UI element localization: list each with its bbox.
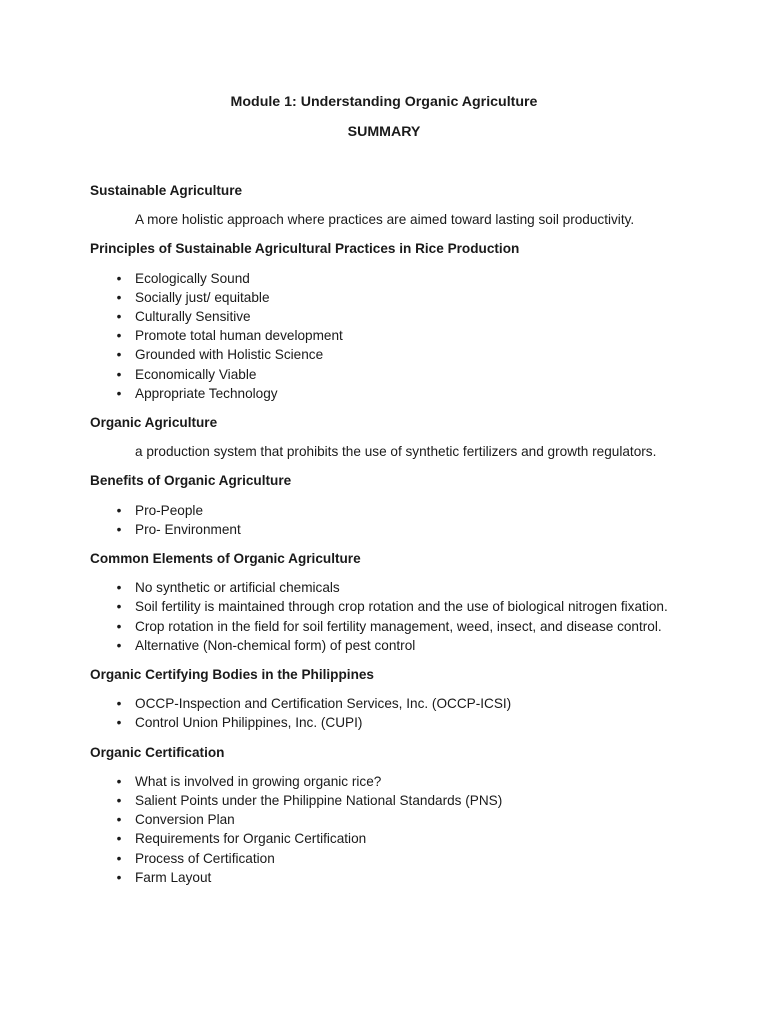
list-item-text: Farm Layout <box>135 869 212 885</box>
bullet-list <box>90 772 678 887</box>
section-heading: Organic Certification <box>90 744 225 760</box>
bullet-icon: • <box>116 793 122 809</box>
bullet-icon: • <box>116 637 122 653</box>
list-item-text: Conversion Plan <box>135 812 235 828</box>
list-item <box>90 713 678 732</box>
bullet-icon: • <box>116 773 122 789</box>
list-item <box>90 345 678 364</box>
bullet-icon: • <box>116 521 122 537</box>
section-benefits <box>90 471 678 539</box>
bullet-list <box>90 694 678 732</box>
list-item-text: OCCP-Inspection and Certification Services, Inc. (OCCP-ICSI) <box>135 696 512 712</box>
bullet-icon: • <box>116 580 122 596</box>
list-item <box>90 578 678 597</box>
section-certifying-bodies <box>90 665 678 733</box>
list-item <box>90 288 678 307</box>
list-item-text: Process of Certification <box>135 850 275 866</box>
list-item-text: Salient Points under the Philippine National Standards (PNS) <box>135 793 503 809</box>
list-item-text: What is involved in growing organic rice? <box>135 773 382 789</box>
list-item <box>90 269 678 288</box>
list-item-text: Economically Viable <box>135 366 257 382</box>
list-item <box>90 636 678 655</box>
section-sustainable-agriculture <box>90 181 678 229</box>
bullet-icon: • <box>116 328 122 344</box>
bullet-icon: • <box>116 270 122 286</box>
bullet-icon: • <box>116 715 122 731</box>
list-item <box>90 326 678 345</box>
bullet-icon: • <box>116 289 122 305</box>
bullet-icon: • <box>116 696 122 712</box>
list-item <box>90 501 678 520</box>
bullet-icon: • <box>116 850 122 866</box>
list-item-text: Grounded with Holistic Science <box>135 347 324 363</box>
list-item-text: Crop rotation in the field for soil fertility management, weed, insect, and disease control. <box>135 618 662 634</box>
list-item <box>90 810 678 829</box>
bullet-icon: • <box>116 831 122 847</box>
list-item <box>90 597 678 616</box>
list-item-text: Requirements for Organic Certification <box>135 831 367 847</box>
document-subtitle: SUMMARY <box>347 124 421 140</box>
bullet-icon: • <box>116 502 122 518</box>
bullet-list <box>90 269 678 403</box>
bullet-icon: • <box>116 309 122 325</box>
list-item-text: No synthetic or artificial chemicals <box>135 580 340 596</box>
document-title: Module 1: Understanding Organic Agriculture <box>230 94 538 110</box>
bullet-icon: • <box>116 869 122 885</box>
bullet-icon: • <box>116 366 122 382</box>
list-item <box>90 849 678 868</box>
list-item-text: Control Union Philippines, Inc. (CUPI) <box>135 715 363 731</box>
list-item-text: Soil fertility is maintained through crop rotation and the use of biological nitrogen fixation. <box>135 599 668 615</box>
section-organic-agriculture <box>90 413 678 461</box>
list-item <box>90 384 678 403</box>
section-heading: Benefits of Organic Agriculture <box>90 473 292 489</box>
list-item <box>90 868 678 887</box>
section-principles <box>90 239 678 403</box>
list-item <box>90 772 678 791</box>
list-item-text: Promote total human development <box>135 328 343 344</box>
list-item-text: Pro- Environment <box>135 521 241 537</box>
section-heading: Organic Agriculture <box>90 415 218 431</box>
section-text: a production system that prohibits the use of synthetic fertilizers and growth regulators. <box>135 444 657 460</box>
bullet-icon: • <box>116 812 122 828</box>
list-item-text: Ecologically Sound <box>135 270 250 286</box>
bullet-icon: • <box>116 347 122 363</box>
section-heading: Organic Certifying Bodies in the Philippines <box>90 667 374 683</box>
bullet-list <box>90 501 678 539</box>
list-item <box>90 520 678 539</box>
section-common-elements <box>90 549 678 655</box>
list-item <box>90 829 678 848</box>
section-text: A more holistic approach where practices are aimed toward lasting soil productivity. <box>135 212 635 228</box>
section-heading: Sustainable Agriculture <box>90 183 243 198</box>
section-heading: Common Elements of Organic Agriculture <box>90 551 361 567</box>
section-organic-certification <box>90 743 678 887</box>
list-item-text: Culturally Sensitive <box>135 309 251 325</box>
list-item <box>90 791 678 810</box>
list-item <box>90 365 678 384</box>
bullet-icon: • <box>116 385 122 401</box>
list-item-text: Appropriate Technology <box>135 385 278 401</box>
list-item <box>90 307 678 326</box>
list-item-text: Pro-People <box>135 502 204 518</box>
list-item <box>90 617 678 636</box>
list-item-text: Socially just/ equitable <box>135 289 270 305</box>
bullet-icon: • <box>116 618 122 634</box>
bullet-icon: • <box>116 599 122 615</box>
bullet-list <box>90 578 678 655</box>
section-heading: Principles of Sustainable Agricultural Practices in Rice Production <box>90 241 520 257</box>
list-item-text: Alternative (Non-chemical form) of pest control <box>135 637 416 653</box>
list-item <box>90 694 678 713</box>
